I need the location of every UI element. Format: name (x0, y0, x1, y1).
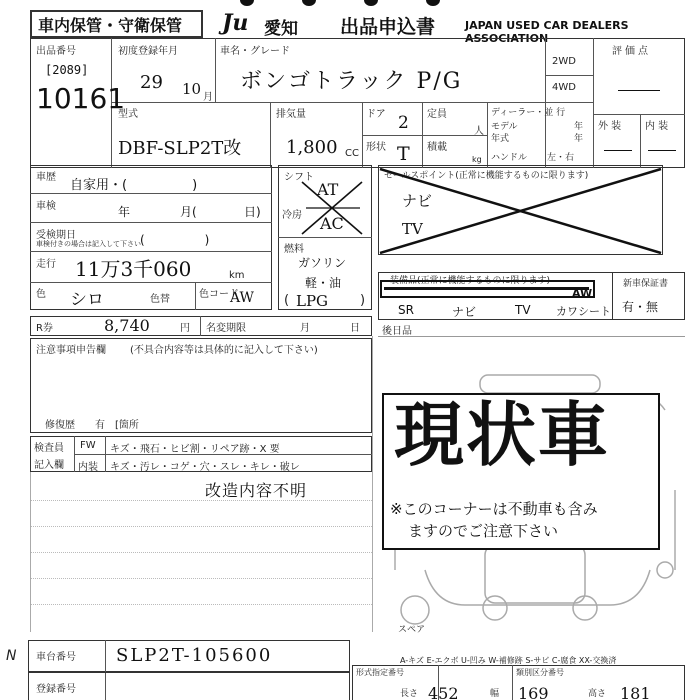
chassis-label: 車台番号 (36, 652, 76, 663)
disp-label: 排気量 (276, 109, 306, 120)
type-label: 型式 (118, 109, 138, 120)
inspector-l2: 記入欄 (34, 460, 64, 471)
reg-year: 29 (140, 72, 163, 93)
cap-unit: 人 (474, 126, 484, 137)
shaken-month: 月( (180, 205, 197, 219)
rating-interior: 内 装 (645, 121, 669, 132)
inspector-l1: 検査員 (34, 443, 64, 454)
notes-label: 注意事項申告欄 (36, 345, 106, 356)
receipt-note: 車検付きの場合は記入して下さい (36, 240, 141, 248)
lot-sub: [2089] (45, 63, 89, 77)
receipt-paren: ( ) (140, 233, 210, 247)
margin-mark: N (6, 648, 17, 664)
recycle-label: R券 (36, 323, 53, 334)
form-title: 出品申込書 (340, 16, 436, 38)
drive-2wd: 2WD (552, 56, 576, 67)
receipt-label: 受検期日 (36, 230, 76, 241)
shift-cross-mark (300, 180, 364, 236)
rating-exterior: 外 装 (598, 121, 622, 132)
mileage-value: 11万3千060 (75, 257, 192, 281)
equip-item-tv: TV (515, 303, 531, 317)
warranty-value: 有・無 (622, 300, 659, 314)
inspector-fw-label: FW (80, 440, 96, 451)
lot-label: 出品番号 (36, 46, 76, 57)
fuel-paren-left: ( (284, 293, 290, 308)
dims-width-label: 幅 (490, 689, 500, 699)
dealer-l6: ハンドル (491, 153, 528, 163)
plate-row (28, 672, 350, 700)
namechange-label: 名変期限 (206, 323, 246, 334)
stamp-title: 現状車 (394, 394, 610, 476)
dims-len-label: 長さ (400, 689, 419, 699)
mileage-label: 走行 (36, 259, 56, 270)
equip-item-navi: ナビ (452, 305, 477, 319)
door-value: 2 (398, 113, 409, 133)
color-label: 色 (36, 289, 46, 300)
load-unit: kg (472, 155, 482, 164)
shape-value: T (397, 143, 410, 165)
dims-height-label: 高さ (588, 689, 607, 699)
org-name: 愛知 (264, 19, 298, 39)
model-value: ボンゴトラック P/G (240, 69, 463, 94)
cooler-label: 冷房 (282, 210, 302, 221)
dims-len-value: 452 (428, 684, 459, 700)
namechange-month: 月 (300, 323, 310, 334)
stamp-note-1: ※このコーナーは不動車も含み (390, 500, 598, 518)
dims-label-1: 形式指定番号 (356, 668, 404, 677)
shaken-year: 年 (118, 205, 131, 219)
equip-item-sr: SR (398, 303, 414, 317)
fuel-label: 燃料 (284, 244, 304, 255)
inspector-in-text: キズ・汚レ・コゲ・穴・スレ・キレ・破レ (110, 462, 300, 473)
shift-value: AT (317, 180, 339, 199)
inspector-in-label: 内装 (78, 462, 98, 473)
recycle-unit: 円 (180, 323, 190, 334)
warranty-label: 新車保証書 (623, 279, 669, 289)
fuel-opt-diesel: 軽・油 (305, 276, 342, 290)
dealer-l3: 年 (574, 122, 584, 132)
fuel-paren-right: ) (360, 293, 366, 308)
disp-unit: CC (345, 148, 359, 159)
stamp-note-2: ますのでご注意下さい (408, 522, 559, 540)
recycle-value: 8,740 (104, 316, 150, 335)
disp-value: 1,800 (286, 137, 338, 158)
association-name: JAPAN USED CAR DEALERS ASSOCIATION (465, 19, 629, 45)
rating-label: 評価点 (612, 46, 651, 57)
load-label: 積載 (427, 142, 447, 153)
reg-label: 初度登録年月 (118, 46, 178, 57)
door-label: ドア (366, 109, 386, 120)
sales-item-2: TV (402, 220, 423, 238)
chassis-value: SLP2T-105600 (116, 645, 273, 666)
shape-label: 形状 (366, 142, 386, 153)
shift-label: シフト (284, 172, 314, 183)
notes-note: (不具合内容等は具体的に記入して下さい) (130, 345, 318, 356)
equip-item-aw: AW (572, 287, 593, 300)
namechange-day: 日 (350, 323, 360, 334)
recycle-row (30, 316, 372, 336)
dealer-l1: ディーラー・並 行 (491, 108, 566, 118)
ju-logo: Ju (222, 10, 249, 36)
spare-label: スペア (398, 625, 426, 635)
reg-month: 10 (182, 80, 202, 98)
fuel-opt-gasoline: ガソリン (298, 256, 347, 270)
reg-month-unit: 月 (203, 92, 213, 103)
dealer-l4: 年式 (491, 134, 510, 144)
mileage-unit: km (229, 270, 245, 281)
storage-label: 車内保管・守衛保管 (38, 16, 183, 35)
rear-label: 後日品 (382, 326, 412, 337)
repair-label: 修復歴 有 [箇所 (45, 420, 139, 431)
plate-label: 登録番号 (36, 684, 76, 695)
history-label: 車歴 (36, 172, 56, 183)
remarks-text: 改造内容不明 (205, 481, 308, 500)
dims-width-value: 169 (518, 684, 549, 700)
damage-legend: A-キズ E-エクボ U-凹み W-補修跡 S-サビ C-腐食 XX-交換済 (400, 656, 617, 665)
drive-4wd: 4WD (552, 82, 576, 93)
equip-item-seat: カワシート (556, 305, 611, 318)
color-value: シロ (70, 290, 104, 310)
color-change-label: 色替 (150, 294, 170, 305)
equip-label: 装備品(正常に機能するものに限ります) (390, 276, 551, 286)
dealer-l7: 左・右 (547, 153, 575, 163)
shaken-day: 日) (244, 205, 261, 219)
sales-label: セールスポイント(正常に機能するものに限ります) (384, 171, 589, 181)
fuel-value: LPG (296, 292, 329, 310)
type-value: DBF-SLP2T改 (118, 138, 242, 159)
dims-label-2: 類別区分番号 (516, 668, 564, 677)
cooler-value: AC (320, 214, 344, 233)
color-code-value: AW (230, 290, 254, 306)
dealer-l5: 年 (574, 134, 584, 144)
model-label: 車名・グレード (220, 46, 290, 57)
sales-cross-mark (378, 165, 663, 255)
inspector-fw-text: キズ・飛石・ヒビ割・リペア跡・X 要 (110, 444, 280, 455)
sales-item-1: ナビ (402, 192, 433, 210)
dims-height-value: 181 (620, 684, 651, 700)
shaken-label: 車検 (36, 201, 56, 212)
top-edge-marks (240, 0, 470, 6)
cap-label: 定員 (427, 109, 447, 120)
history-value: 自家用・( ) (70, 178, 198, 193)
dealer-l2: モデル (491, 122, 518, 132)
color-code-label: 色コード (199, 289, 239, 300)
lot-number: 10161 (36, 82, 126, 115)
